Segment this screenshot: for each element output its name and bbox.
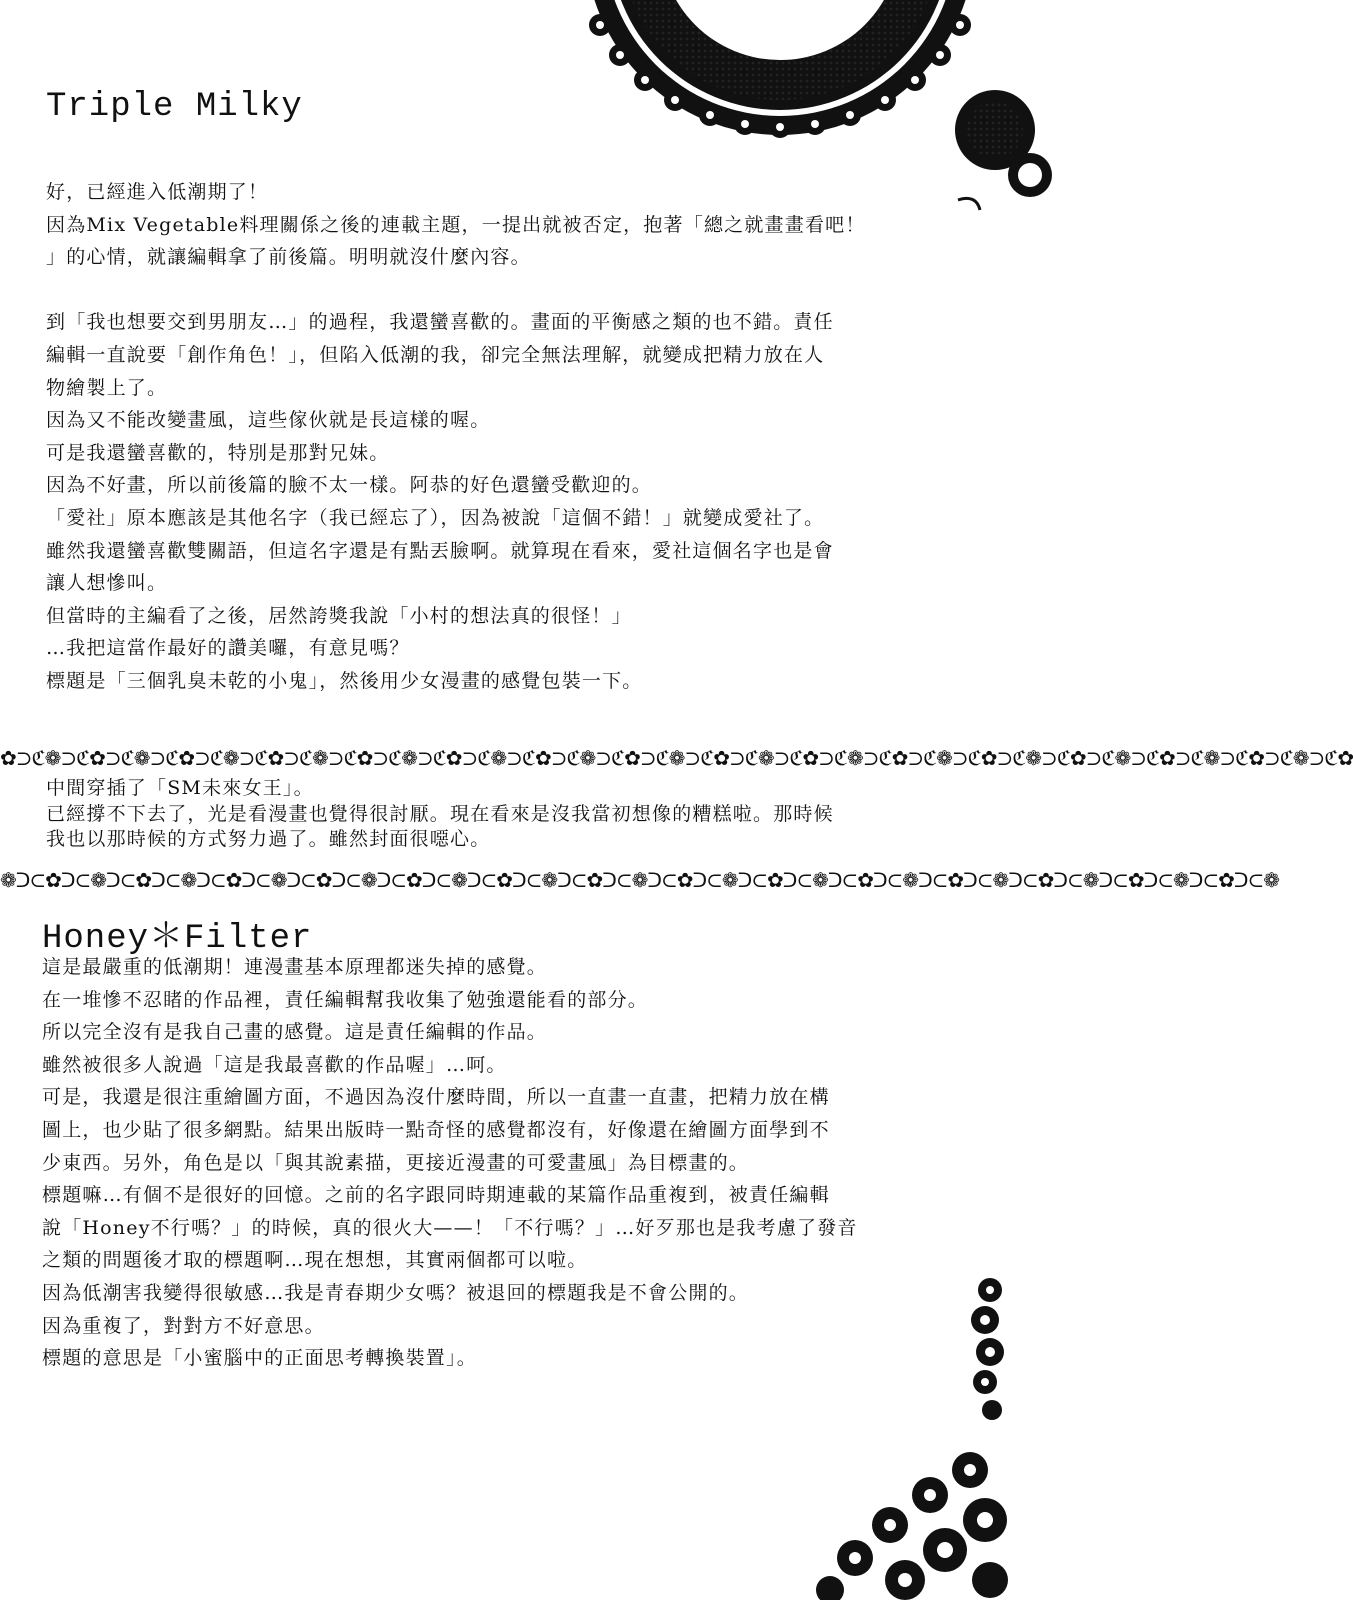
lace-ornament-bottom-right [810, 1440, 1020, 1600]
section-body-honey-filter [42, 951, 962, 1375]
text-line: 但當時的主編看了之後，居然誇獎我說「小村的想法真的很怪！」 [46, 604, 632, 627]
blank-line [46, 274, 966, 307]
text-line: 「愛社」原本應該是其他名字（我已經忘了），因為被說「這個不錯！」就變成愛社了。 [46, 506, 825, 529]
text-line: 好，已經進入低潮期了！ [46, 181, 269, 203]
text-line: 說「Honey不行嗎？」的時候，真的很火大——！「不行嗎？」…好歹那也是我考慮了發音 [42, 1216, 858, 1239]
text-line: 因為低潮害我變得很敏感…我是青春期少女嗎？被退回的標題我是不會公開的。 [42, 1281, 750, 1304]
text-line: 物繪製上了。 [46, 376, 168, 399]
text-line: 因為重複了，對對方不好意思。 [42, 1314, 325, 1337]
section-title-triple-milky: Triple Milky [46, 88, 303, 126]
text-line: 我也以那時候的方式努力過了。雖然封面很噁心。 [46, 828, 491, 851]
section-body-sm-insert [46, 776, 966, 853]
text-line: 編輯一直說要「創作角色！」，但陷入低潮的我，卻完全無法理解，就變成把精力放在人 [46, 343, 825, 366]
text-line: 」的心情，就讓編輯拿了前後篇。明明就沒什麼內容。 [46, 246, 531, 269]
text-line: 標題的意思是「小蜜腦中的正面思考轉換裝置」。 [42, 1347, 477, 1370]
text-line: 可是，我還是很注重繪圖方面，不過因為沒什麼時間，所以一直畫一直畫，把精力放在構 [42, 1086, 830, 1109]
text-line: 所以完全沒有是我自己畫的感覺。這是責任編輯的作品。 [42, 1021, 548, 1044]
text-line: 中間穿插了「SM未來女王」。 [46, 777, 314, 799]
text-line: 讓人想慘叫。 [46, 572, 168, 595]
text-line: 圖上，也少貼了很多網點。結果出版時一點奇怪的感覺都沒有，好像還在繪圖方面學到不 [42, 1118, 830, 1141]
text-line: 在一堆慘不忍睹的作品裡，責任編輯幫我收集了勉強還能看的部分。 [42, 988, 649, 1011]
text-line: 之類的問題後才取的標題啊…現在想想，其實兩個都可以啦。 [42, 1249, 588, 1272]
text-line: 這是最嚴重的低潮期！連漫畫基本原理都迷失掉的感覺。 [42, 956, 548, 978]
ornamental-divider-bottom: ❁ᑐ⊂✿ᑐ⊂❁ᑐ⊂✿ᑐ⊂❁ᑐ⊂✿ᑐ⊂❁ᑐ⊂✿ᑐ⊂❁ᑐ⊂✿ᑐ⊂❁ᑐ⊂✿ᑐ⊂❁ᑐ⊂✿ᑐ⊂❁ᑐ⊂✿ᑐ⊂❁ᑐ⊂✿ᑐ⊂❁ᑐ⊂✿ᑐ⊂❁ᑐ⊂✿ᑐ⊂❁ᑐ⊂✿ᑐ⊂❁ᑐ⊂✿ᑐ⊂❁ᑐ⊂✿ᑐ⊂❁ [0, 868, 1279, 892]
text-line: 因為又不能改變畫風，這些傢伙就是長這樣的喔。 [46, 409, 491, 432]
section-body-triple-milky [46, 176, 966, 698]
text-line: 標題是「三個乳臭未乾的小鬼」，然後用少女漫畫的感覺包裝一下。 [46, 669, 643, 692]
text-line: 少東西。另外，角色是以「與其說素描，更接近漫畫的可愛畫風」為目標畫的。 [42, 1151, 750, 1174]
text-line: …我把這當作最好的讚美囉，有意見嗎？ [46, 637, 410, 660]
text-line: 已經撐不下去了，光是看漫畫也覺得很討厭。現在看來是沒我當初想像的糟糕啦。那時候 [46, 802, 834, 825]
section-title-honey-filter: Honey＊Filter [42, 920, 313, 958]
text-line: 標題嘛…有個不是很好的回憶。之前的名字跟同時期連載的某篇作品重複到，被責任編輯 [42, 1184, 830, 1207]
text-line: 到「我也想要交到男朋友…」的過程，我還蠻喜歡的。畫面的平衡感之類的也不錯。責任 [46, 311, 834, 334]
text-line: 可是我還蠻喜歡的，特別是那對兄妹。 [46, 441, 390, 464]
ornamental-divider-top: ✿⊃ℭ❁⊃ℭ✿⊃ℭ❁⊃ℭ✿⊃ℭ❁⊃ℭ✿⊃ℭ❁⊃ℭ✿⊃ℭ❁⊃ℭ✿⊃ℭ❁⊃ℭ✿⊃ℭ❁⊃ℭ✿⊃ℭ❁⊃ℭ✿⊃ℭ❁⊃ℭ✿⊃ℭ❁⊃ℭ✿⊃ℭ❁⊃ℭ✿⊃ℭ❁⊃ℭ✿⊃ℭ❁⊃ℭ✿⊃ℭ❁⊃ℭ✿⊃ℭ❁⊃ℭ✿ [0, 746, 1353, 770]
text-line: 雖然被很多人說過「這是我最喜歡的作品喔」…呵。 [42, 1053, 507, 1076]
text-line: 因為不好畫，所以前後篇的臉不太一樣。阿恭的好色還蠻受歡迎的。 [46, 474, 653, 497]
text-line: 因為Mix Vegetable料理關係之後的連載主題，一提出就被否定，抱著「總之就畫畫看吧！ [46, 213, 866, 236]
text-line: 雖然我還蠻喜歡雙關語，但這名字還是有點丟臉啊。就算現在看來，愛社這個名字也是會 [46, 539, 834, 562]
